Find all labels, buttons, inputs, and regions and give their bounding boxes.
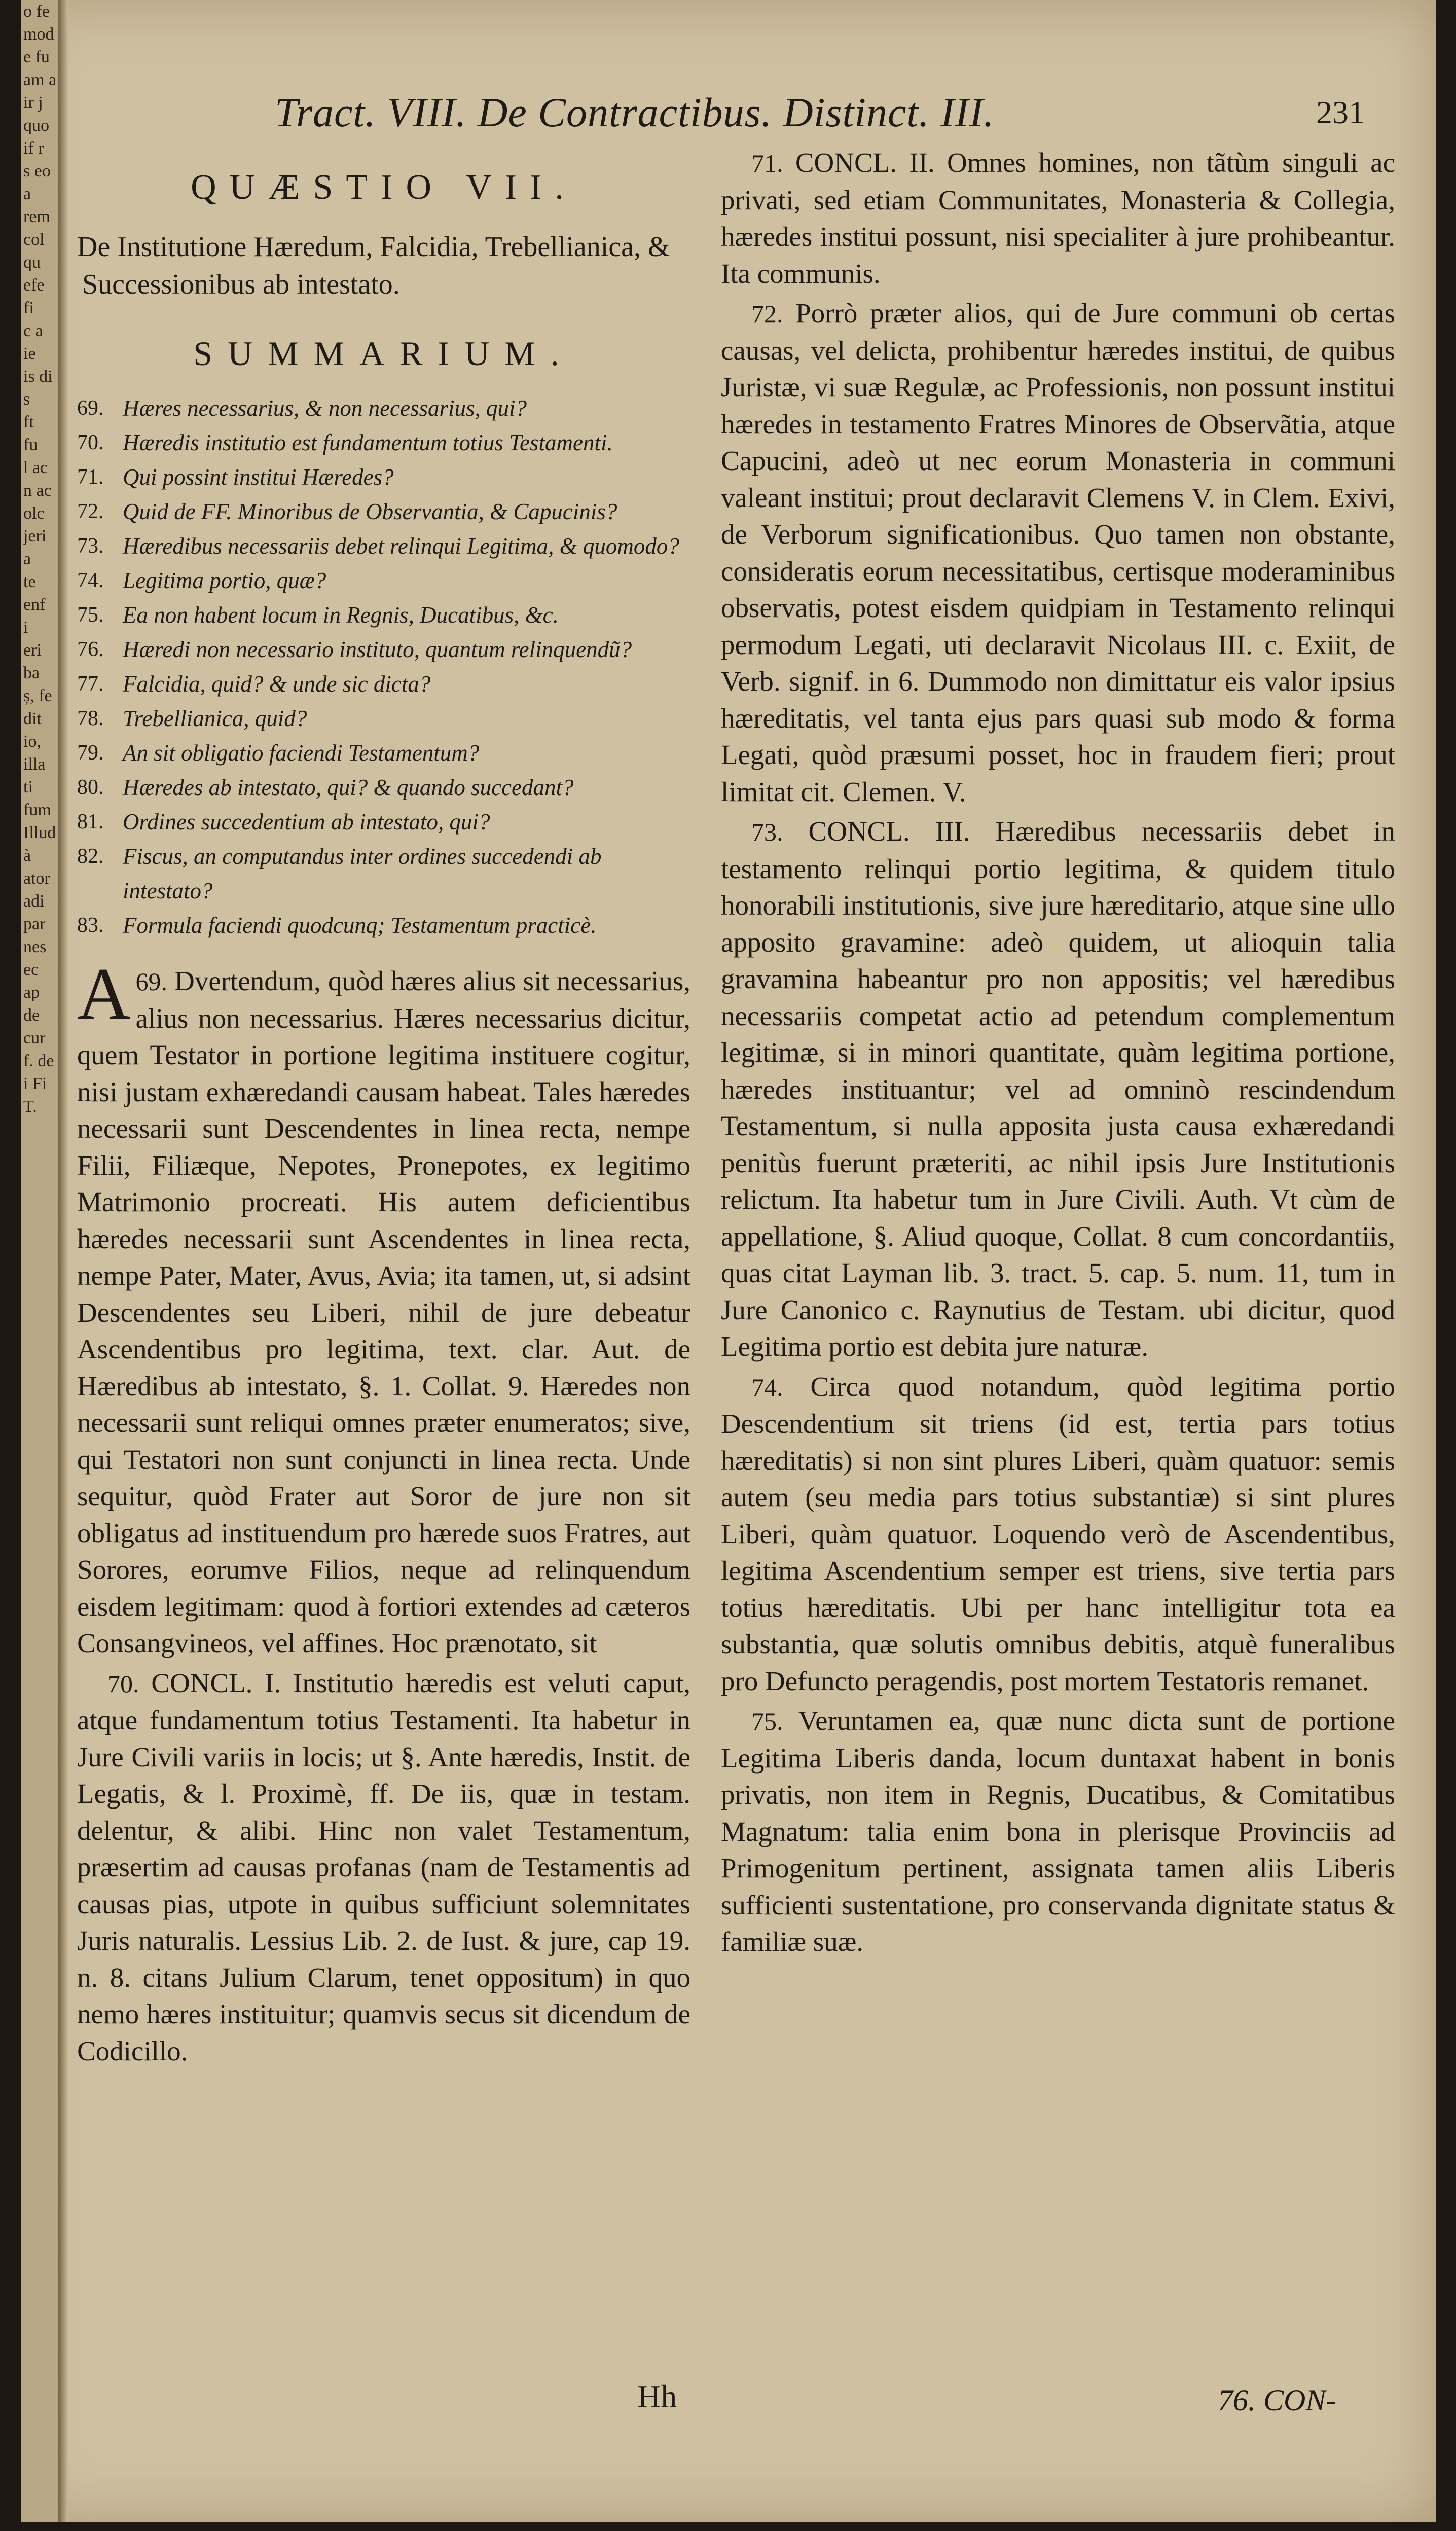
summary-item-number: 69.	[77, 396, 104, 420]
summary-item	[77, 701, 690, 736]
facing-page-fragment: ator	[23, 869, 50, 888]
paragraph-73	[721, 813, 1395, 1365]
facing-page-fragment: rem	[23, 207, 50, 226]
left-column	[77, 147, 690, 2073]
summary-item-number: 79.	[77, 741, 104, 765]
facing-page-fragment: ba	[23, 664, 40, 682]
paragraph-number: 69.	[135, 967, 167, 996]
summary-item	[77, 770, 690, 805]
summary-item	[77, 425, 690, 460]
paragraph-text: Circa quod notandum, quòd legitima portio Descendentium sit triens (id est, tertia pars totius hæreditatis) si non sint plures Liberi, quàm quatuor: semis autem (seu media pars totius substantiæ) si sint plures Liberi, quàm quatuor. Loquendo verò de Ascendentibus, legitima Ascendentium semper est triens, sive tertia pars totius hæreditatis. Ubi per hanc intelligitur tota ea substantia, quæ solutis omnibus debitis, atquè funeralibus pro Defuncto peragendis, post mortem Testatoris remanet.	[721, 1370, 1395, 1696]
paragraph-75	[721, 1703, 1395, 1961]
question-subtitle: De Institutione Hæredum, Falcidia, Trebellianica, & Successionibus ab intestato.	[77, 231, 670, 300]
paragraph-number: 70.	[107, 1669, 139, 1698]
book-page	[21, 0, 1436, 2522]
page-number: 231	[1316, 94, 1365, 130]
summary-item-number: 83.	[77, 914, 104, 937]
paragraph-number: 73.	[751, 818, 783, 846]
summary-item	[77, 632, 690, 667]
facing-page-fragment: mod	[23, 25, 54, 44]
summary-item-text: Fiscus, an computandus inter ordines succedendi ab intestato?	[123, 844, 602, 903]
paragraph-text: Porrò præter alios, qui de Jure communi ob certas causas, vel delicta, prohibentur hæredes institui, de quibus Juristæ, vi suæ Regulæ, ac Professionis, non possunt institui hæredes in testamento Fratres Minores de Observãtia, atque Capucini, adeò ut nec eorum Monasteria in communi valeant institui; prout declaravit Clemens V. in Clem. Exivi, de Verborum significationibus. Quo tamen non obstante, consideratis eorum necessitatibus, certisque moderaminibus observatis, potest eisdem quidpiam in Testamento relinqui permodum Legati, uti declaravit Nicolaus III. c. Exiit, de Verb. signif. in 6. Dummodo non dimittatur eis valor ipsius hæreditatis, vel tanta ejus pars quasi sub modo & forma Legati, quòd præsumi posset, hoc in fraudem fieri; prout limitat cit. Clemen. V.	[721, 298, 1395, 807]
summary-item-number: 70.	[77, 431, 104, 454]
summary-item-number: 82.	[77, 845, 104, 868]
facing-page-fragment: a	[23, 185, 31, 203]
summary-item-number: 73.	[77, 534, 104, 558]
summary-item-text: An sit obligatio faciendi Testamentum?	[123, 740, 480, 766]
facing-page-fragment: fum	[23, 801, 51, 819]
summary-item-number: 80.	[77, 776, 104, 799]
facing-page-fragment: nes	[23, 937, 47, 956]
facing-page-fragment: quo	[23, 116, 49, 135]
facing-page-fragment: adi	[23, 892, 45, 911]
summary-item	[77, 598, 690, 632]
summary-item-number: 78.	[77, 707, 104, 730]
page-header	[275, 89, 1365, 144]
summary-item-text: Hæredes ab intestato, qui? & quando succedant?	[123, 775, 574, 800]
summary-item	[77, 736, 690, 770]
facing-page-fragment: illa	[23, 755, 46, 774]
facing-page-fragment: par	[23, 915, 46, 933]
summary-item-number: 76.	[77, 638, 104, 661]
facing-page-fragment: a	[23, 550, 31, 568]
facing-page-fragment: o fe	[23, 2, 50, 21]
paragraph-text: CONCL. I. Institutio hæredis est veluti caput, atque fundamentum totius Testamenti. Ita habetur in Jure Civili variis in locis; ut §. Ante hæredis, Instit. de Legatis, & l. Proximè, ff. De iis, quæ in testam. delentur, & alibi. Hinc non valet Testamentum, præsertim ad causas profanas (nam de Testamentis ad causas pias, utpote in quibus sufficiunt solemnitates Juris naturalis. Lessius Lib. 2. de Iust. & jure, cap 19. n. 8. citans Julium Clarum, tenet oppositum) in quo nemo hæres instituitur; quamvis secus sit dicendum de Codicillo.	[77, 1667, 690, 2067]
facing-page-fragment: qu	[23, 253, 41, 272]
summary-item-number: 81.	[77, 810, 104, 834]
summary-item-number: 75.	[77, 603, 104, 627]
summary-item	[77, 667, 690, 701]
facing-page-fragment: enf	[23, 595, 46, 614]
summary-item-number: 71.	[77, 465, 104, 489]
question-title: QUÆSTIO VII.	[191, 168, 577, 207]
page-gutter	[58, 0, 68, 2522]
facing-page-fragment: is di	[23, 367, 53, 386]
facing-page-fragment: jeri	[23, 527, 47, 546]
facing-page-fragment: ap	[23, 983, 40, 1002]
facing-page-fragment: f. de	[23, 1052, 54, 1070]
paragraph-number: 71.	[751, 149, 783, 177]
facing-page-fragment: efe	[23, 276, 45, 295]
paragraph-72	[721, 295, 1395, 810]
facing-page-fragment: ie	[23, 344, 36, 363]
facing-page-fragment: s eo	[23, 162, 51, 180]
summary-item	[77, 391, 690, 425]
facing-page-fragment: if r	[23, 139, 44, 158]
facing-page-fragment: de	[23, 1006, 40, 1025]
summary-item-text: Quid de FF. Minoribus de Observantia, & Capucinis?	[123, 499, 617, 524]
summary-item-text: Trebellianica, quid?	[123, 706, 307, 731]
summary-item	[77, 805, 690, 839]
facing-page-fragment: olc	[23, 504, 45, 523]
summary-title: SUMMARIUM.	[193, 334, 574, 373]
summary-item	[77, 839, 690, 908]
facing-page-fragment: io,	[23, 732, 41, 751]
facing-page-fragment: te	[23, 572, 36, 591]
facing-page-fragment: fu	[23, 436, 38, 454]
summary-item-number: 77.	[77, 672, 104, 696]
facing-page-fragment: col	[23, 230, 45, 249]
paragraph-text: Veruntamen ea, quæ nunc dicta sunt de portione Legitima Liberis danda, locum duntaxat habent in bonis privatis, non item in Regnis, Ducatibus, & Comitatibus Magnatum: talia enim bona in plerisque Provinciis ad Primogenitum pertinent, assignata tamen aliis Liberis sufficienti sustentatione, pro conservanda dignitate status & familiæ suæ.	[721, 1705, 1395, 1957]
summary-item-text: Ea non habent locum in Regnis, Ducatibus, &c.	[123, 602, 559, 628]
facing-page-fragment: ti	[23, 778, 33, 797]
summary-item-text: Hæredibus necessariis debet relinqui Legitima, & quomodo?	[123, 533, 679, 559]
running-head: Tract. VIII. De Contractibus. Distinct. III.	[275, 89, 995, 135]
signature-mark: Hh	[637, 2378, 677, 2414]
facing-page-fragment: ș, fe	[23, 686, 52, 705]
facing-page-fragment: Illud	[23, 823, 56, 842]
summary-item	[77, 908, 690, 943]
catchword: 76. CON-	[1218, 2383, 1336, 2417]
facing-page-fragment: am a	[23, 70, 57, 89]
summary-item	[77, 494, 690, 529]
summary-item-number: 72.	[77, 500, 104, 523]
paragraph-69	[77, 953, 690, 1662]
facing-page-fragment: à	[23, 846, 31, 865]
summary-item-text: Hæredis institutio est fundamentum totius Testamenti.	[123, 430, 613, 455]
facing-page-fragment: e fu	[23, 48, 50, 66]
summary-item-text: Hæredi non necessario instituto, quantum relinquendũ?	[123, 637, 632, 662]
facing-page-fragment: c a	[23, 321, 43, 340]
facing-page-fragment: ec	[23, 960, 39, 979]
facing-page-fragment: cur	[23, 1029, 46, 1047]
right-column	[721, 144, 1395, 1964]
summary-item	[77, 460, 690, 494]
facing-page-fragment: i Fi	[23, 1074, 47, 1093]
paragraph-text: CONCL. III. Hæredibus necessariis debet in testamento relinqui portio legitima, & quidem titulo honorabili institutionis, sive jure hæreditario, atque sine ullo apposito gravamine: adeò quidem, ut alioquin talia gravamina habeantur pro non appositis; vel hæredibus necessariis competat actio ad petendum complementum legitimæ, si in minori quantitate, quàm legitima portione, hæredes instituantur; vel ad omninò rescindendum Testamentum, si nulla apposita justa causa exhæredandi penitùs fuerunt præteriti, ac nihil ipsis Jure Institutionis relictum. Ita habetur tum in Jure Civili. Auth. Vt cùm de appellatione, §. Aliud quoque, Collat. 8 cum concordantiis, quas citat Layman lib. 3. tract. 5. cap. 5. num. 11, tum in Jure Canonico c. Raynutius de Testam. ubi dicitur, quod Legitima portio est debita jure naturæ.	[721, 816, 1396, 1362]
paragraph-number: 75.	[751, 1707, 783, 1735]
paragraph-text: CONCL. II. Omnes homines, non tãtùm singuli ac privati, sed etiam Communitates, Monasteria & Collegia, hæredes institui possunt, nisi specialiter à jure prohibeantur. Ita communis.	[721, 147, 1395, 289]
summary-item-text: Legitima portio, quæ?	[123, 568, 326, 593]
summary-item-text: Falcidia, quid? & unde sic dicta?	[123, 671, 431, 697]
summary-item-text: Hæres necessarius, & non necessarius, qui?	[123, 395, 527, 421]
paragraph-74	[721, 1368, 1395, 1700]
facing-page-fragment: dit	[23, 709, 42, 728]
facing-page-fragment: s	[23, 390, 30, 409]
paragraph-70	[77, 1665, 690, 2070]
summary-item	[77, 563, 690, 598]
facing-page-fragment: T.	[23, 1097, 37, 1116]
facing-page-fragment: n ac	[23, 481, 52, 500]
summary-list	[77, 391, 690, 943]
facing-page-fragment: ir j	[23, 93, 43, 112]
paragraph-number: 74.	[751, 1372, 783, 1401]
facing-page-fragment: eri	[23, 641, 42, 660]
paragraph-text: Dvertendum, quòd hæres alius sit necessarius, alius non necessarius. Hæres necessarius dicitur, quem Testator in portione legitima instituere cogitur, nisi justam exhæredandi causam habeat. Tales hæredes necessarii sunt Descendentes in linea recta, nempe Filii, Filiæque, Nepotes, Pronepotes, ex legitimo Matrimonio procreati. His autem deficientibus hæredes necessarii sunt Ascendentes in linea recta, nempe Pater, Mater, Avus, Avia; ita tamen, ut, si adsint Descendentes seu Liberi, nihil de jure debeatur Ascendentibus pro legitima, text. clar. Aut. de Hæredibus ab intestato, §. 1. Collat. 9. Hæredes non necessarii sunt reliqui omnes præter enumeratos; sive, qui Testatori non sunt conjuncti in linea recta. Unde sequitur, quòd Frater aut Soror de jure non sit obligatus ad instituendum pro hærede suos Fratres, aut Sorores, eorumve Filios, neque ad relinquendum eisdem legitimam: quod à fortiori extendes ad cæteros Consangvineos, vel affines. Hoc prænotato, sit	[77, 965, 690, 1658]
facing-page-fragment: i	[23, 618, 28, 637]
facing-page-edge	[21, 0, 59, 2522]
summary-item-text: Qui possint institui Hæredes?	[123, 464, 394, 490]
summary-item	[77, 529, 690, 563]
paragraph-71	[721, 144, 1395, 292]
drop-cap: A	[77, 953, 131, 1035]
summary-item-number: 74.	[77, 569, 104, 592]
facing-page-fragment: fi	[23, 299, 34, 317]
facing-page-fragment: ft	[23, 413, 34, 431]
paragraph-number: 72.	[751, 300, 783, 328]
summary-item-text: Formula faciendi quodcunq; Testamentum practicè.	[123, 913, 597, 938]
facing-page-fragment: l ac	[23, 458, 48, 477]
summary-item-text: Ordines succedentium ab intestato, qui?	[123, 809, 490, 835]
